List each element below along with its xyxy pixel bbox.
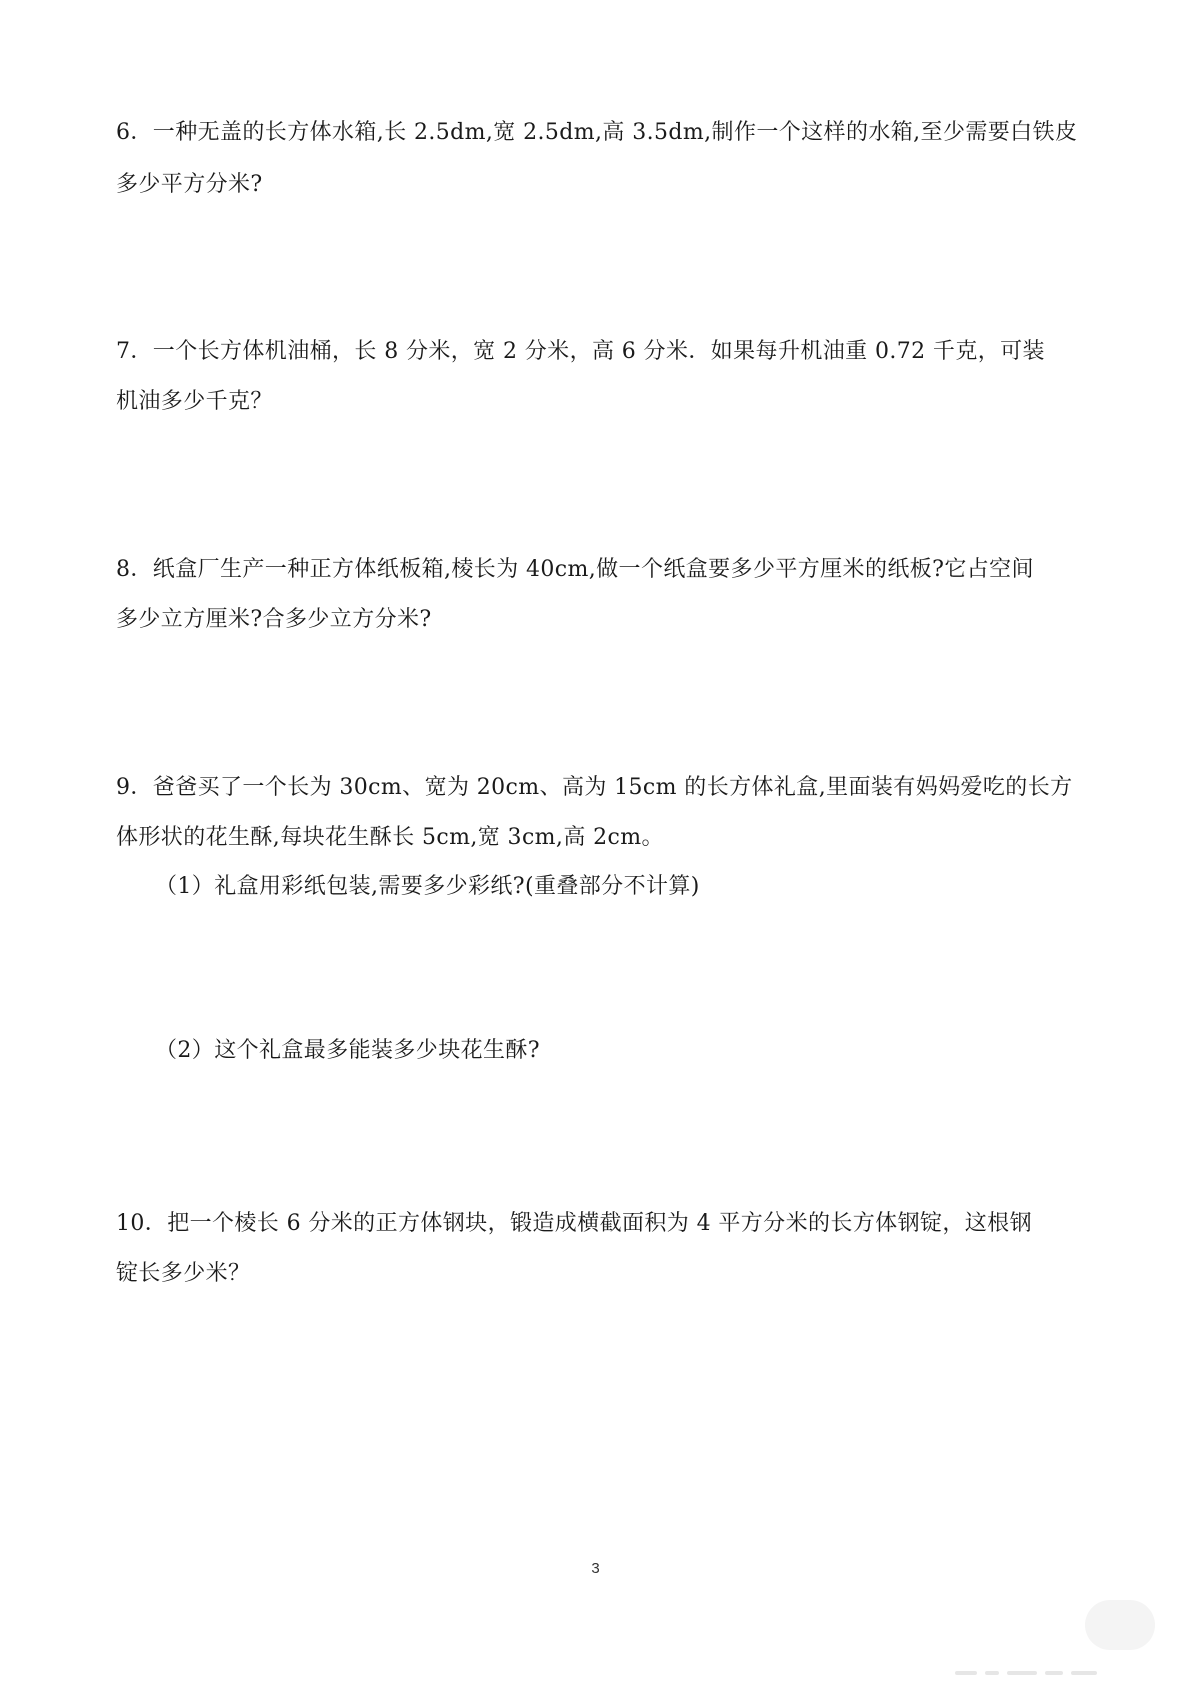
question-9-line-1: 9．爸爸买了一个长为 30cm、宽为 20cm、高为 15cm 的长方体礼盒,里面装有妈妈爱吃的长方 [116,775,1073,800]
watermark [955,1660,1155,1670]
page-number: 3 [591,1560,600,1577]
question-8-line-1: 8．纸盒厂生产一种正方体纸板箱,棱长为 40cm,做一个纸盒要多少平方厘米的纸板?它占空间 [116,557,1034,582]
question-9-part-1: （1）礼盒用彩纸包装,需要多少彩纸?(重叠部分不计算) [155,874,700,899]
question-7-line-1: 7．一个长方体机油桶，长 8 分米，宽 2 分米，高 6 分米．如果每升机油重 0.72 千克，可装 [116,339,1045,364]
question-7-line-2: 机油多少千克？ [116,389,273,414]
question-6-line-1: 6．一种无盖的长方体水箱,长 2.5dm,宽 2.5dm,高 3.5dm,制作一个这样的水箱,至少需要白铁皮 [116,120,1078,145]
question-9-part-2: （2）这个礼盒最多能装多少块花生酥? [155,1038,540,1063]
watermark-blob [1085,1600,1155,1650]
question-8-line-2: 多少立方厘米?合多少立方分米? [116,607,432,632]
question-9-line-2: 体形状的花生酥,每块花生酥长 5cm,宽 3cm,高 2cm。 [116,825,664,850]
question-6-line-2: 多少平方分米? [116,172,263,197]
question-10-line-2: 锭长多少米？ [116,1261,251,1286]
question-10-line-1: 10．把一个棱长 6 分米的正方体钢块，锻造成横截面积为 4 平方分米的长方体钢锭，这根钢 [116,1211,1032,1236]
